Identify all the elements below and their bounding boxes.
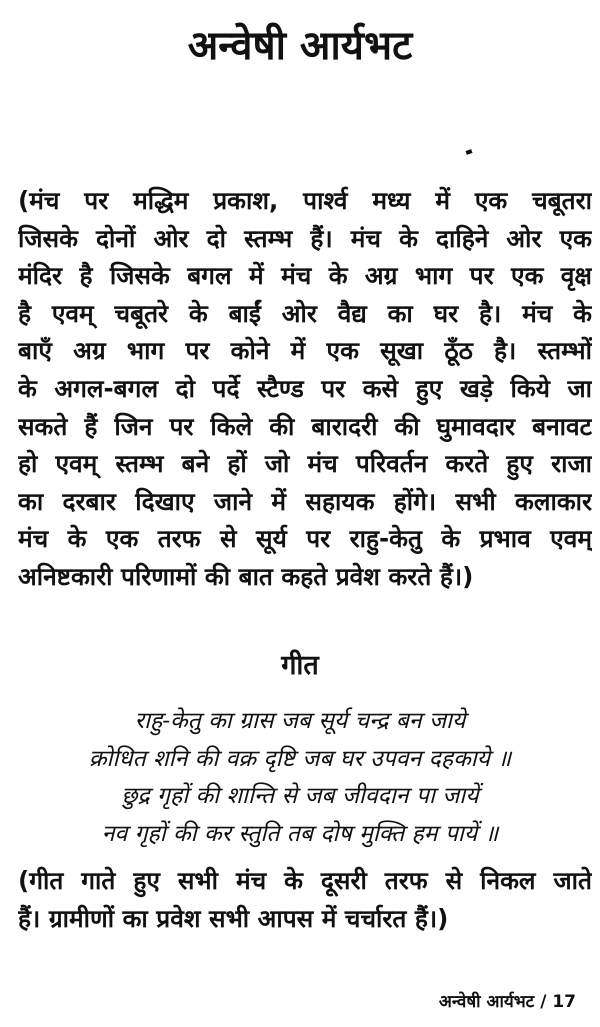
running-title: अन्वेषी आर्यभट: [438, 992, 535, 1012]
after-song-line: (गीत गाते हुए सभी मंच के दूसरी तरफ से निकल जाते: [18, 866, 592, 895]
stage-direction-line: (मंच पर मद्धिम प्रकाश, पार्श्व मध्य में एक चबूतरा: [18, 186, 592, 215]
song-line: राहु-केतु का ग्रास जब सूर्य चन्द्र बन जाये: [134, 708, 466, 734]
song-heading: गीत: [281, 650, 319, 681]
song-line: क्रोधित शनि की वक्र दृष्टि जब घर उपवन दहकाये ॥: [88, 745, 512, 772]
page-number: 17: [552, 992, 576, 1012]
stage-direction: [18, 182, 592, 596]
stage-direction-line: के अगल-बगल दो पर्दे स्टैण्ड पर कसे हुए खड़े किये जा: [18, 373, 592, 403]
stage-direction-line: हो एवम् स्तम्भ बने हों जो मंच परिवर्तन करते हुए राजा: [18, 449, 592, 479]
stage-direction-line: बाएँ अग्र भाग पर कोने में एक सूखा ठूँठ है। स्तम्भों: [18, 336, 592, 366]
stage-direction-line: है एवम् चबूतरे के बाईं ओर वैद्य का घर है। मंच के: [18, 298, 592, 328]
stage-direction-line: अनिष्टकारी परिणामों की बात कहते प्रवेश करते हैं।): [18, 561, 474, 591]
song-line: छुद्र गृहों की शान्ति से जब जीवदान पा जायें: [121, 783, 479, 809]
song-verses: [0, 703, 600, 853]
stage-direction-line: जिसके दोनों ओर दो स्तम्भ हैं। मंच के दाहिने ओर एक: [18, 223, 592, 253]
song-line: नव गृहों की कर स्तुति तब दोष मुक्ति हम पायें ॥: [101, 820, 499, 847]
after-song-direction: [18, 862, 592, 937]
stage-direction-line: का दरबार दिखाए जाने में सहायक होंगे। सभी कलाकार: [18, 486, 592, 516]
stage-direction-line: मंदिर है जिसके बगल में मंच के अग्र भाग पर एक वृक्ष: [18, 261, 592, 291]
after-song-line: हैं। ग्रामीणों का प्रवेश सभी आपस में चर्चारत हैं।): [18, 903, 449, 933]
footer-separator: /: [540, 992, 547, 1012]
page-title: अन्वेषी आर्यभट: [187, 23, 413, 69]
stage-direction-line: सकते हैं जिन पर किले की बारादरी की घुमावदार बनावट: [18, 411, 592, 441]
page-footer: [439, 990, 576, 1014]
ink-speck: [465, 149, 472, 155]
stage-direction-line: मंच के एक तरफ से सूर्य पर राहु-केतु के प्रभाव एवम्: [18, 524, 592, 554]
